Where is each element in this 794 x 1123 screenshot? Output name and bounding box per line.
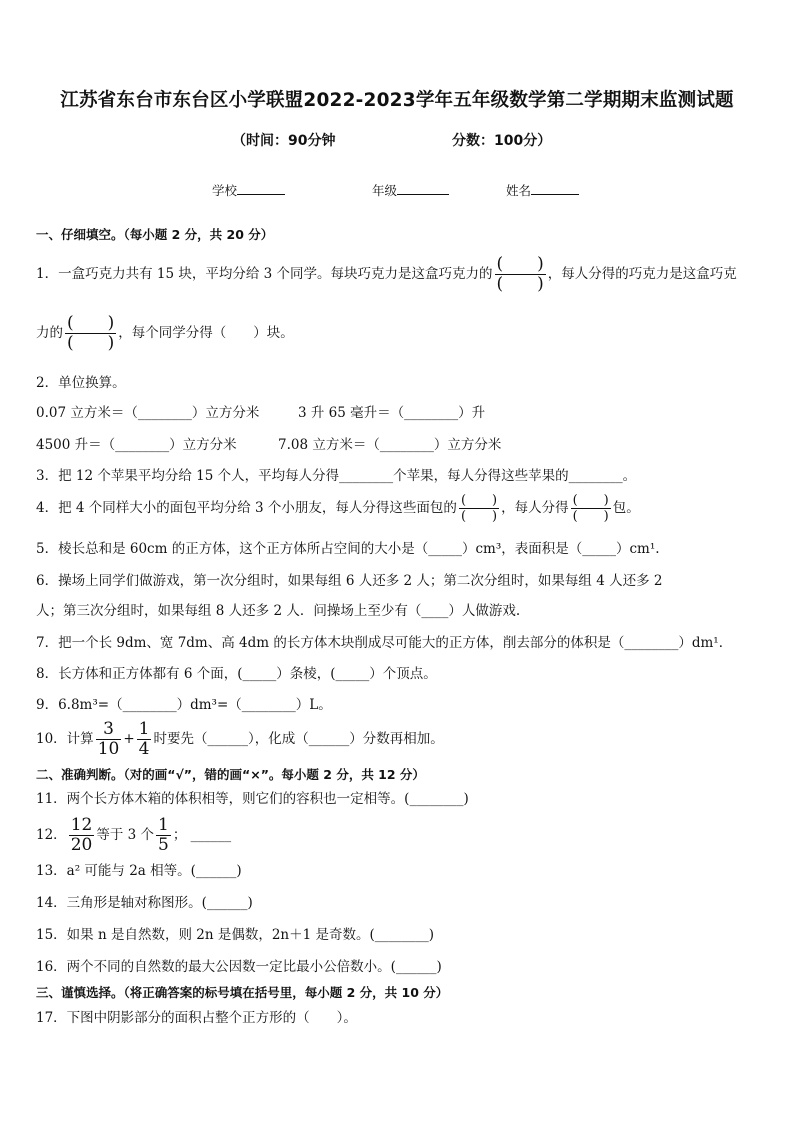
section-2-heading: 二、准确判断。（对的画“√”，错的画“×”。每小题 2 分，共 12 分） [36, 767, 425, 782]
name-blank[interactable] [531, 182, 579, 195]
fraction-12-20: $\frac{12}{20}$ [70, 815, 93, 855]
question-2c: 4500 升＝（________）立方分米 [36, 437, 237, 453]
question-2a: 0.07 立方米＝（________）立方分米 [36, 405, 260, 421]
school-label: 学校 [212, 183, 238, 198]
question-1-line-2: 力的 $\frac{( )}{( )}$ ，每个同学分得（ ）块。 [36, 313, 294, 353]
grade-blank[interactable] [397, 182, 449, 195]
fraction-blank[interactable]: $\frac{( )}{( )}$ [460, 493, 498, 524]
question-10: 10．计算 $\frac{3}{10}$ + $\frac{1}{4}$ 时要先（______），化成（______）分数再相加。 [36, 719, 444, 759]
school-blank[interactable] [237, 182, 285, 195]
question-2b: 3 升 65 毫升＝（________）升 [298, 405, 486, 421]
question-15: 15．如果 n 是自然数，则 2n 是偶数，2n＋1 是奇数。(________) [36, 927, 435, 943]
grade-label: 年级 [372, 183, 398, 198]
question-6-line-2: 人；第三次分组时，如果每组 8 人还多 2 人．问操场上至少有（____）人做游戏. [36, 603, 521, 619]
question-13: 13．a² 可能与 2a 相等。(______) [36, 863, 242, 879]
question-2d: 7.08 立方米＝（________）立方分米 [278, 437, 502, 453]
grade-field [372, 181, 449, 199]
question-11: 11．两个长方体木箱的体积相等，则它们的容积也一定相等。(________) [36, 791, 469, 807]
fraction-blank[interactable]: $\frac{( )}{( )}$ [67, 313, 115, 353]
section-1-heading: 一、仔细填空。（每小题 2 分，共 20 分） [36, 227, 274, 242]
question-14: 14．三角形是轴对称图形。(______) [36, 895, 253, 911]
question-7: 7．把一个长 9dm、宽 7dm、高 4dm 的长方体木块削成尽可能大的正方体，削去部分的体积是（________）dm¹． [36, 635, 733, 651]
section-3-heading: 三、谨慎选择。（将正确答案的标号填在括号里，每小题 2 分，共 10 分） [36, 985, 449, 1000]
page-title: 江苏省东台市东台区小学联盟2022-2023学年五年级数学第二学期期末监测试题 [60, 90, 734, 111]
question-5: 5．棱长总和是 60cm 的正方体，这个正方体所占空间的大小是（_____）cm³，表面积是（_____）cm¹. [36, 541, 660, 557]
fraction-1-5: $\frac{1}{5}$ [158, 815, 169, 855]
question-2: 2．单位换算。 [36, 375, 126, 391]
question-12: 12． $\frac{12}{20}$ 等于 3 个 $\frac{1}{5}$ ； ______ [36, 815, 232, 855]
name-field [506, 181, 579, 199]
exam-score: 分数：100分） [452, 133, 552, 149]
question-6-line-1: 6．操场上同学们做游戏，第一次分组时，如果每组 6 人还多 2 人；第二次分组时，如果每组 4 人还多 2 [36, 573, 663, 589]
fraction-1-4: $\frac{1}{4}$ [138, 719, 150, 759]
question-3: 3．把 12 个苹果平均分给 15 个人，平均每人分得________个苹果，每人分得这些苹果的________。 [36, 468, 637, 484]
fraction-blank[interactable]: $\frac{( )}{( )}$ [496, 254, 544, 294]
question-17: 17．下图中阴影部分的面积占整个正方形的（ ）。 [36, 1010, 357, 1026]
fraction-3-10: $\frac{3}{10}$ [97, 719, 120, 759]
question-8: 8．长方体和正方体都有 6 个面，(_____）条棱，(_____）个顶点。 [36, 666, 437, 682]
exam-time: （时间：90分钟 [232, 133, 336, 149]
name-label: 姓名 [506, 183, 532, 198]
question-4: 4．把 4 个同样大小的面包平均分给 3 个小朋友，每人分得这些面包的 $\frac{( )}{( )}$ ，每人分得 $\frac{( )}{( )}$ 包。 [36, 493, 640, 524]
question-9: 9．6.8m³=（________）dm³=（________）L。 [36, 697, 332, 713]
fraction-blank[interactable]: $\frac{( )}{( )}$ [572, 493, 609, 524]
question-16: 16．两个不同的自然数的最大公因数一定比最小公倍数小。(______) [36, 959, 442, 975]
school-field [212, 181, 285, 199]
question-1-line-1: 1．一盒巧克力共有 15 块，平均分给 3 个同学。每块巧克力是这盒巧克力的 $\frac{( )}{( )}$ ，每人分得的巧克力是这盒巧克 [36, 254, 737, 294]
